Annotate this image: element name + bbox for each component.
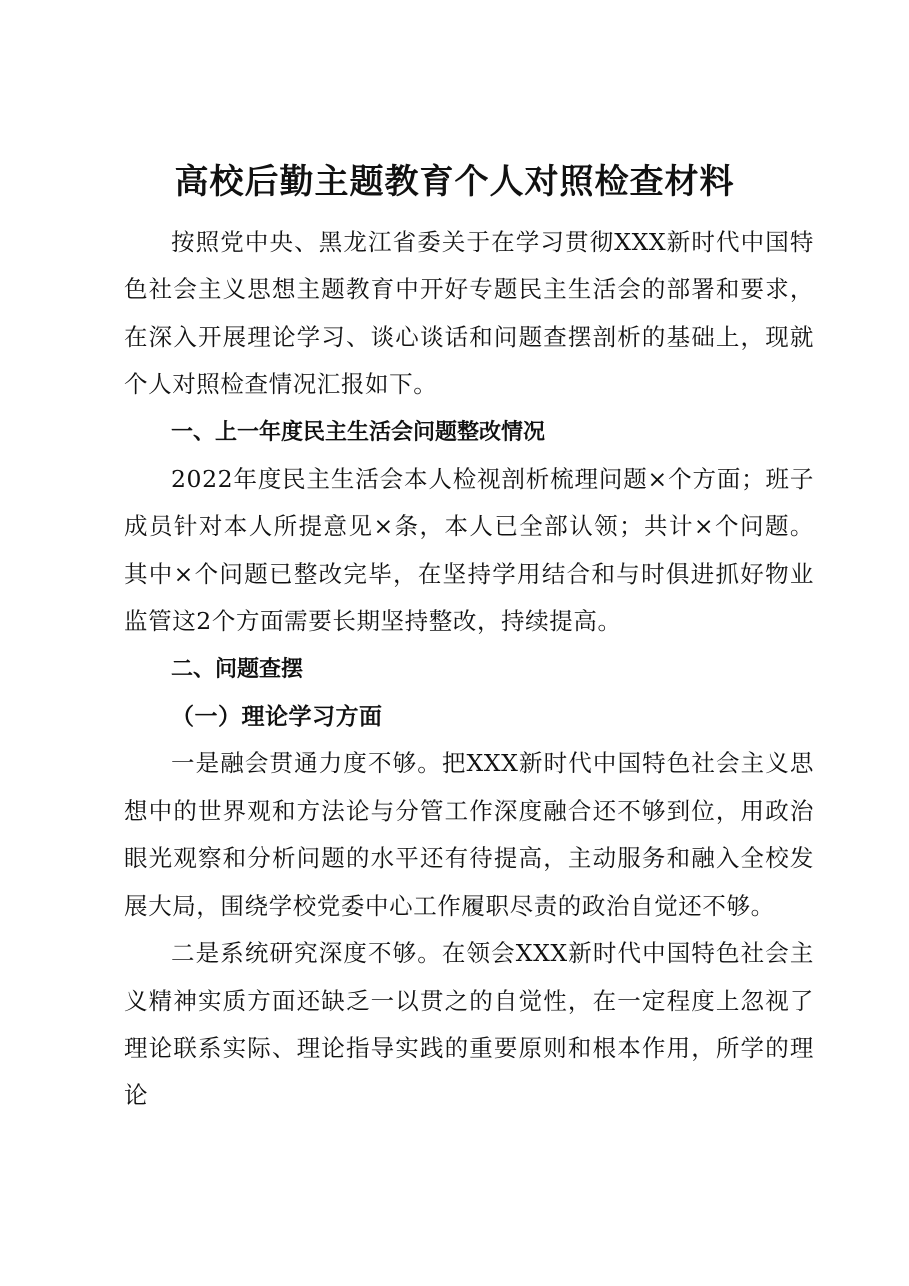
section-1-paragraph: 2022年度民主生活会本人检视剖析梳理问题×个方面；班子成员针对本人所提意见×条，本人已全部认领；共计×个问题。其中×个问题已整改完毕，在坚持学用结合和与时俱进抓好物业监管这2个方面需要长期坚持整改，持续提高。	[124, 465, 814, 636]
document-title: 高校后勤主题教育个人对照检查材料	[174, 162, 735, 202]
subsection-heading-theory-study: （一）理论学习方面	[171, 703, 383, 731]
intro-paragraph: 按照党中央、黑龙江省委关于在学习贯彻XXX新时代中国特色社会主义思想主题教育中开好专题民主生活会的部署和要求，在深入开展理论学习、谈心谈话和问题查摆剖析的基础上，现就个人对照检查情况汇报如下。	[124, 228, 814, 399]
section-2-paragraph-2: 二是系统研究深度不够。在领会XXX新时代中国特色社会主义精神实质方面还缺乏一以贯之的自觉性，在一定程度上忽视了理论联系实际、理论指导实践的重要原则和根本作用，所学的理论	[124, 939, 814, 1110]
section-heading-2: 二、问题查摆	[171, 656, 304, 682]
section-2-paragraph-1: 一是融会贯通力度不够。把XXX新时代中国特色社会主义思想中的世界观和方法论与分管工作深度融合还不够到位，用政治眼光观察和分析问题的水平还有待提高，主动服务和融入全校发展大局，围绕学校党委中心工作履职尽责的政治自觉还不够。	[124, 749, 814, 920]
section-heading-1: 一、上一年度民主生活会问题整改情况	[171, 419, 546, 445]
document-body	[124, 219, 814, 1120]
